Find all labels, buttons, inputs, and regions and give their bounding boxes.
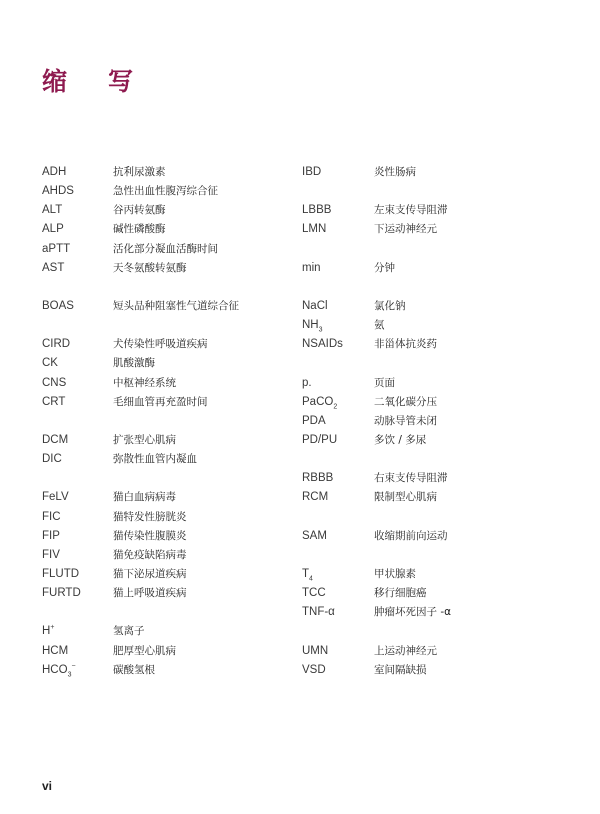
abbreviation-meaning: 碳酸氢根 (113, 663, 155, 676)
abbreviation-text: HCO (42, 663, 68, 676)
abbreviation-text: NH (302, 319, 319, 332)
abbreviation-text: DIC (42, 453, 62, 466)
abbreviation-term (302, 220, 326, 239)
abbreviation-text: min (302, 261, 321, 274)
abbreviation-meaning: 动脉导管未闭 (374, 414, 437, 427)
abbreviation-term (302, 316, 323, 335)
abbreviation-superscript: + (50, 624, 55, 632)
abbreviation-meaning: 弥散性血管内凝血 (113, 453, 197, 466)
abbreviation-text: CK (42, 357, 58, 370)
abbreviation-meaning: 甲状腺素 (374, 567, 416, 580)
abbreviation-term (42, 393, 65, 412)
abbreviation-text: ADH (42, 166, 67, 178)
abbreviation-term (42, 584, 81, 603)
abbreviation-term (302, 642, 328, 661)
abbreviation-meaning: 碱性磷酸酶 (113, 223, 166, 236)
abbreviation-term (42, 488, 69, 507)
abbreviation-superscript: − (71, 662, 76, 670)
abbreviation-meaning: 氢离子 (113, 625, 145, 638)
abbreviation-meaning: 急性出血性腹泻综合征 (113, 185, 218, 198)
abbreviation-term (42, 450, 62, 469)
abbreviation-term (42, 201, 62, 220)
abbreviation-text: FIP (42, 529, 60, 542)
abbreviation-meaning: 收缩期前向运动 (374, 529, 448, 542)
abbreviation-text: FIC (42, 510, 61, 523)
abbreviation-term (42, 546, 60, 565)
page-title: 缩 写 (42, 67, 142, 96)
abbreviation-meaning: 扩张型心肌病 (113, 433, 176, 446)
abbreviation-text: PaCO (302, 395, 334, 408)
abbreviation-subscript: 3 (318, 326, 323, 334)
abbreviation-meaning: 氯化钠 (374, 299, 406, 312)
abbreviation-term (42, 661, 76, 680)
abbreviation-term (42, 220, 64, 239)
abbreviation-text: ALT (42, 204, 63, 217)
abbreviation-meaning: 活化部分凝血活酶时间 (113, 242, 218, 255)
abbreviation-text: CNS (42, 376, 67, 389)
abbreviation-term (302, 335, 343, 354)
abbreviation-meaning: 短头品种阻塞性气道综合征 (113, 299, 239, 312)
abbreviation-meaning: 右束支传导阻滞 (374, 472, 448, 485)
abbreviation-text: RCM (302, 491, 329, 504)
abbreviation-text: BOAS (42, 299, 74, 312)
abbreviation-text: aPTT (42, 242, 71, 255)
abbreviation-term (42, 297, 74, 316)
abbreviation-text: p. (302, 376, 312, 389)
abbreviation-term (42, 374, 66, 393)
abbreviation-meaning: 分钟 (374, 261, 395, 274)
abbreviation-meaning: 谷丙转氨酶 (113, 204, 166, 217)
abbreviation-term (302, 527, 327, 546)
abbreviation-subscript: 3 (67, 670, 72, 678)
abbreviation-term (302, 259, 321, 278)
abbreviation-text: NSAIDs (302, 338, 343, 351)
abbreviation-text: NaCl (302, 299, 328, 312)
abbreviation-term (42, 163, 66, 182)
abbreviation-term (302, 374, 312, 393)
abbreviation-text: LBBB (302, 204, 332, 217)
abbreviation-term (42, 354, 58, 373)
abbreviation-text: AST (42, 261, 65, 274)
abbreviation-meaning: 炎性肠病 (374, 166, 416, 178)
abbreviation-text: FIV (42, 548, 60, 561)
abbreviation-term (42, 527, 60, 546)
abbreviation-term (302, 661, 326, 680)
abbreviation-meaning: 二氧化碳分压 (374, 395, 437, 408)
abbreviation-term (42, 565, 79, 584)
abbreviation-text: IBD (302, 166, 322, 178)
abbreviation-meaning: 猫免疫缺陷病毒 (113, 548, 187, 561)
abbreviation-text: VSD (302, 663, 326, 676)
abbreviation-meaning: 抗利尿激素 (113, 166, 166, 178)
abbreviation-term (42, 622, 54, 641)
abbreviation-text: FLUTD (42, 567, 80, 580)
abbreviation-text: TCC (302, 587, 326, 600)
abbreviation-term (302, 201, 331, 220)
abbreviation-subscript: 4 (309, 575, 313, 583)
abbreviation-term (302, 297, 328, 316)
abbreviation-term (42, 508, 61, 527)
abbreviation-meaning: 猫上呼吸道疾病 (113, 587, 187, 600)
abbreviation-term (42, 240, 70, 259)
abbreviation-text: ALP (42, 223, 64, 236)
abbreviation-meaning: 中枢神经系统 (113, 376, 176, 389)
abbreviation-term (302, 469, 333, 488)
abbreviation-term (42, 335, 70, 354)
abbreviation-text: FeLV (42, 491, 69, 504)
abbreviation-term (302, 412, 326, 431)
abbreviation-meaning: 左束支传导阻滞 (374, 204, 448, 217)
abbreviation-term (302, 565, 313, 584)
abbreviation-meaning: 非甾体抗炎药 (374, 338, 437, 351)
abbreviation-meaning: 限制型心肌病 (374, 491, 437, 504)
abbreviation-meaning: 犬传染性呼吸道疾病 (113, 338, 208, 351)
abbreviation-text: T (302, 567, 310, 580)
abbreviation-text: CIRD (42, 338, 71, 351)
abbreviation-meaning: 猫传染性腹膜炎 (113, 529, 187, 542)
abbreviation-meaning: 猫下泌尿道疾病 (113, 567, 187, 580)
abbreviation-meaning: 肌酸激酶 (113, 357, 155, 370)
abbreviation-term (302, 488, 328, 507)
abbreviation-meaning: 多饮 / 多尿 (374, 433, 427, 446)
abbreviation-meaning: 页面 (374, 376, 395, 389)
abbreviation-term (42, 259, 64, 278)
abbreviation-text: FURTD (42, 587, 81, 600)
abbreviation-term (42, 182, 74, 201)
abbreviation-text: HCM (42, 644, 69, 657)
abbreviation-text: SAM (302, 529, 327, 542)
page-number: vi (42, 779, 53, 793)
abbreviation-meaning: 移行细胞癌 (374, 587, 427, 600)
abbreviation-text: PD/PU (302, 433, 338, 446)
abbreviation-term (42, 431, 68, 450)
abbreviation-meaning: 下运动神经元 (374, 223, 437, 236)
abbreviation-meaning: 肥厚型心肌病 (113, 644, 176, 657)
abbreviation-text: UMN (302, 644, 329, 657)
abbreviation-text: PDA (302, 414, 326, 427)
abbreviation-text: LMN (302, 223, 327, 236)
abbreviation-text: DCM (42, 433, 69, 446)
abbreviation-subscript: 2 (333, 402, 338, 410)
abbreviation-meaning: 室间隔缺损 (374, 663, 427, 676)
abbreviation-meaning: 氨 (374, 319, 385, 332)
abbreviation-term (42, 642, 68, 661)
abbreviation-text: CRT (42, 395, 66, 408)
abbreviation-term (302, 431, 337, 450)
abbreviation-text: H (42, 625, 51, 638)
abbreviation-meaning: 肿瘤坏死因子 -α (374, 606, 452, 619)
abbreviation-term (302, 584, 326, 603)
abbreviation-text: TNF-α (302, 606, 335, 619)
abbreviation-meaning: 上运动神经元 (374, 644, 437, 657)
abbreviation-meaning: 毛细血管再充盈时间 (113, 395, 208, 408)
abbreviation-term (302, 393, 337, 412)
abbreviation-meaning: 猫白血病病毒 (113, 491, 176, 504)
abbreviation-meaning: 天冬氨酸转氨酶 (113, 261, 187, 274)
abbreviation-meaning: 猫特发性膀胱炎 (113, 510, 187, 523)
abbreviation-text: RBBB (302, 472, 334, 485)
abbreviation-term (302, 163, 321, 182)
abbreviation-text: AHDS (42, 185, 74, 198)
abbreviation-term (302, 603, 335, 622)
